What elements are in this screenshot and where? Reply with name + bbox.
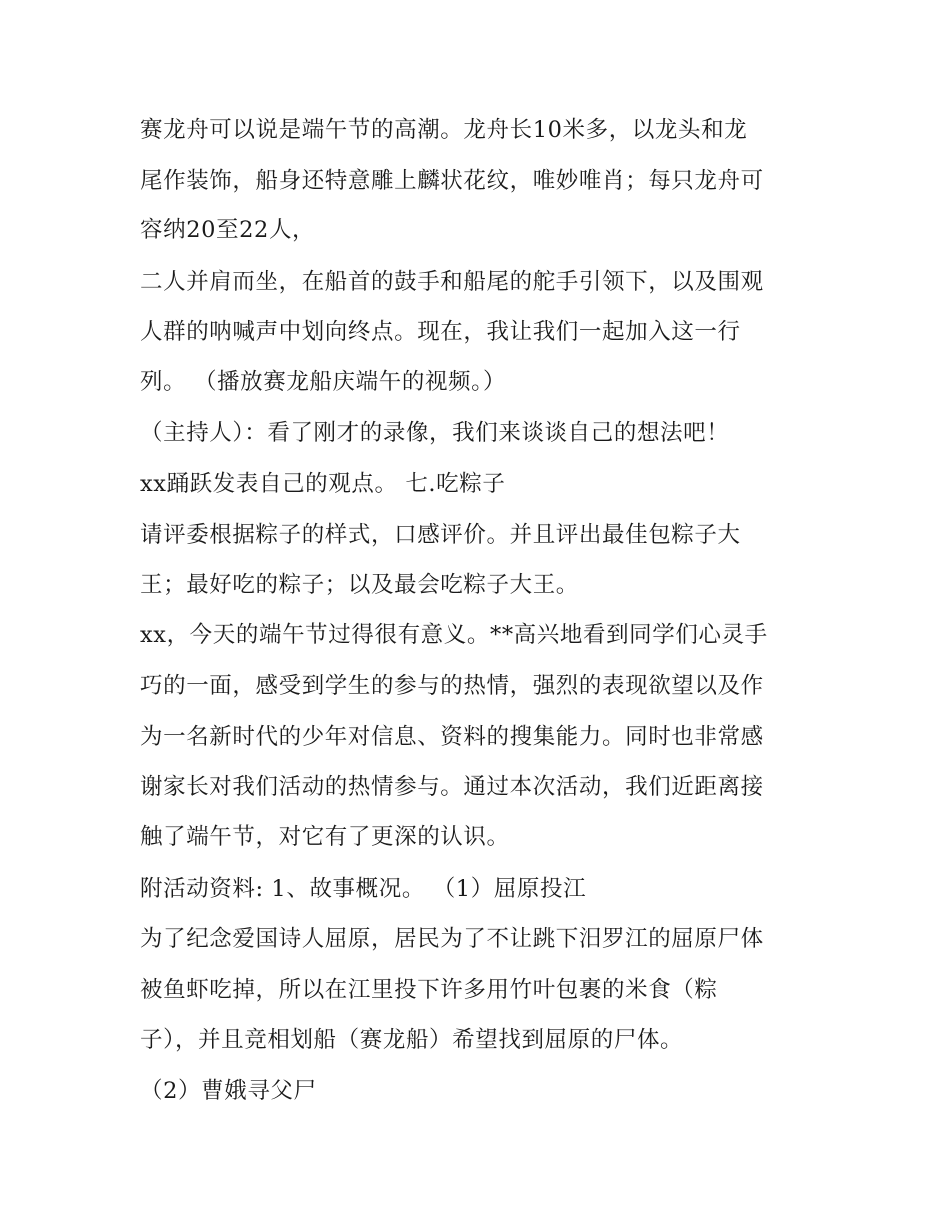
text-line: 赛龙舟可以说是端午节的高潮。龙舟长10米多，以龙头和龙 — [140, 117, 748, 143]
text-line: xx踊跃发表自己的观点。 七.吃粽子 — [140, 471, 506, 497]
text-line: 二人并肩而坐，在船首的鼓手和船尾的舵手引领下，以及围观 — [140, 269, 764, 295]
text-line: 为了纪念爱国诗人屈原，居民为了不让跳下汨罗江的屈原尸体 — [140, 926, 764, 952]
text-line: 子），并且竞相划船（赛龙船）希望找到屈原的尸体。 — [140, 1027, 684, 1053]
text-line: 巧的一面，感受到学生的参与的热情，强烈的表现欲望以及作 — [140, 673, 764, 699]
text-line: 列。 （播放赛龙船庆端午的视频。） — [140, 369, 507, 395]
text-line: 触了端午节，对它有了更深的认识。 — [140, 824, 510, 850]
text-line: 容纳20至22人， — [140, 217, 316, 243]
text-line: 谢家长对我们活动的热情参与。通过本次活动，我们近距离接 — [140, 774, 764, 800]
text-line: 王；最好吃的粽子；以及最会吃粽子大王。 — [140, 572, 579, 598]
text-line: 尾作装饰，船身还特意雕上麟状花纹，唯妙唯肖；每只龙舟可 — [140, 168, 764, 194]
text-line: xx，今天的端午节过得很有意义。**高兴地看到同学们心灵手 — [140, 622, 768, 648]
text-line: 请评委根据粽子的样式，口感评价。并且评出最佳包粽子大 — [140, 522, 741, 548]
text-line: 人群的呐喊声中划向终点。现在，我让我们一起加入这一行 — [140, 319, 741, 345]
text-line: 为一名新时代的少年对信息、资料的搜集能力。同时也非常感 — [140, 724, 764, 750]
text-line: （2）曹娥寻父尸 — [140, 1078, 317, 1104]
text-line: 被鱼虾吃掉，所以在江里投下许多用竹叶包裹的米食（粽 — [140, 977, 718, 1003]
text-line: 附活动资料: 1、故事概况。 （1）屈原投江 — [140, 876, 587, 902]
text-line: （主持人）：看了刚才的录像，我们来谈谈自己的想法吧！ — [140, 420, 730, 446]
